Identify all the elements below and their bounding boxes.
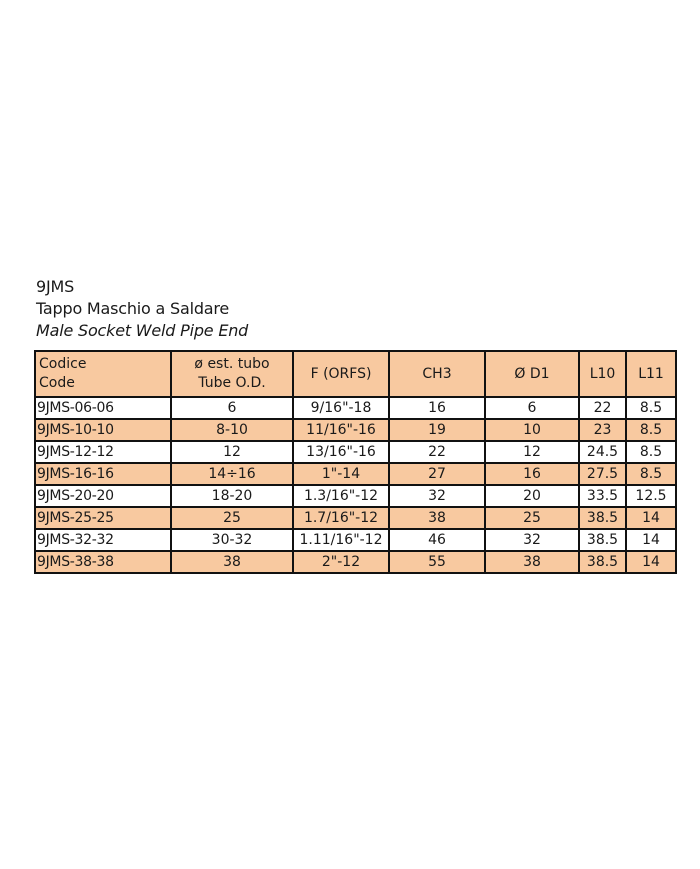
cell-ch3: 32 [389,485,485,507]
cell-l11: 12.5 [626,485,676,507]
cell-d1: 6 [485,397,579,419]
cell-ch3: 19 [389,419,485,441]
spec-table [34,350,677,574]
cell-code: 9JMS-20-20 [35,485,171,507]
cell-f-orfs: 2"-12 [293,551,389,573]
cell-code: 9JMS-25-25 [35,507,171,529]
cell-l11: 14 [626,507,676,529]
header-code [35,351,171,397]
table-row [35,529,676,551]
cell-tube-od: 14÷16 [171,463,293,485]
cell-l11: 8.5 [626,441,676,463]
header-code-italian: Codice [39,356,87,372]
cell-l10: 27.5 [579,463,626,485]
cell-tube-od: 8-10 [171,419,293,441]
cell-ch3: 38 [389,507,485,529]
cell-d1: 10 [485,419,579,441]
cell-d1: 38 [485,551,579,573]
cell-d1: 12 [485,441,579,463]
cell-f-orfs: 1"-14 [293,463,389,485]
cell-tube-od: 25 [171,507,293,529]
cell-l10: 38.5 [579,507,626,529]
cell-code: 9JMS-10-10 [35,419,171,441]
cell-code: 9JMS-38-38 [35,551,171,573]
cell-l11: 14 [626,529,676,551]
cell-d1: 25 [485,507,579,529]
cell-f-orfs: 1.3/16"-12 [293,485,389,507]
cell-code: 9JMS-32-32 [35,529,171,551]
cell-ch3: 27 [389,463,485,485]
product-heading [36,276,248,342]
cell-ch3: 46 [389,529,485,551]
cell-l10: 24.5 [579,441,626,463]
cell-d1: 20 [485,485,579,507]
header-d1: Ø D1 [485,351,579,397]
cell-tube-od: 12 [171,441,293,463]
cell-d1: 16 [485,463,579,485]
cell-f-orfs: 1.11/16"-12 [293,529,389,551]
cell-ch3: 22 [389,441,485,463]
header-l10: L10 [579,351,626,397]
cell-l11: 14 [626,551,676,573]
cell-l11: 8.5 [626,419,676,441]
header-ch3: CH3 [389,351,485,397]
header-f-orfs: F (ORFS) [293,351,389,397]
header-tube-italian: ø est. tubo [194,356,270,372]
cell-tube-od: 18-20 [171,485,293,507]
cell-ch3: 55 [389,551,485,573]
table-row [35,551,676,573]
cell-f-orfs: 11/16"-16 [293,419,389,441]
cell-tube-od: 30-32 [171,529,293,551]
product-code: 9JMS [36,277,75,296]
cell-l10: 38.5 [579,529,626,551]
cell-f-orfs: 13/16"-16 [293,441,389,463]
header-l11: L11 [626,351,676,397]
header-code-english: Code [39,375,75,391]
header-tube-od [171,351,293,397]
product-title-italian: Tappo Maschio a Saldare [36,299,230,318]
cell-l10: 33.5 [579,485,626,507]
table-row [35,397,676,419]
cell-code: 9JMS-06-06 [35,397,171,419]
cell-code: 9JMS-16-16 [35,463,171,485]
cell-tube-od: 6 [171,397,293,419]
cell-ch3: 16 [389,397,485,419]
table-row [35,463,676,485]
cell-tube-od: 38 [171,551,293,573]
cell-f-orfs: 1.7/16"-12 [293,507,389,529]
cell-l10: 22 [579,397,626,419]
table-row [35,441,676,463]
header-tube-english: Tube O.D. [198,375,266,391]
table-row [35,485,676,507]
cell-l10: 38.5 [579,551,626,573]
cell-code: 9JMS-12-12 [35,441,171,463]
product-title-english: Male Socket Weld Pipe End [36,321,249,340]
cell-d1: 32 [485,529,579,551]
cell-l11: 8.5 [626,463,676,485]
table-row [35,419,676,441]
cell-l10: 23 [579,419,626,441]
table-row [35,507,676,529]
cell-f-orfs: 9/16"-18 [293,397,389,419]
table-header-row [35,351,676,397]
cell-l11: 8.5 [626,397,676,419]
